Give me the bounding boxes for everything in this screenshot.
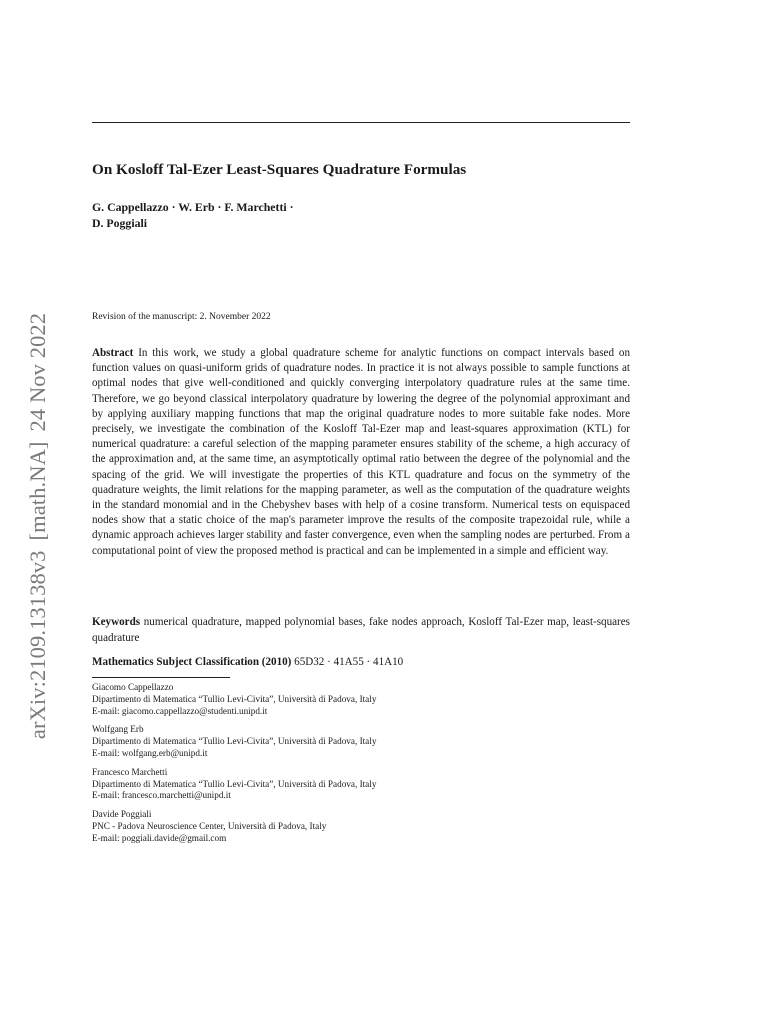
abstract-label: Abstract: [92, 347, 134, 359]
affiliation-block: [92, 724, 632, 759]
top-rule: [92, 122, 630, 123]
arxiv-category: [math.NA]: [24, 441, 50, 541]
abstract-text: In this work, we study a global quadrature scheme for analytic functions on compact intervals based on function values on quasi-uniform grids of quadrature nodes. In practice it is not always possible to sample functions at optimal nodes that give well-conditioned and quickly converging interpolatory quadrature rules at the same time. Therefore, we go beyond classical interpolatory quadrature by lowering the degree of the polynomial approximant and by applying auxiliary mapping functions that map the original quadrature nodes to more suitable fake nodes. More precisely, we investigate the combination of the Kosloff Tal-Ezer map and least-squares approximation (KTL) for numerical quadrature: a careful selection of the mapping parameter ensures stability of the scheme, a high accuracy of the approximation and, at the same time, an asymptotically optimal ratio between the degree of the polynomial and the spacing of the grid. We will investigate the properties of this KTL quadrature and focus on the symmetry of the quadrature weights, the limit relations for the mapping parameter, as well as the computation of the quadrature weights in the standard monomial and in the Chebyshev bases with help of a cosine transform. Numerical tests on equispaced nodes show that a static choice of the map's parameter improve the results of the composite trapezoidal rule, while a dynamic approach achieves larger stability and faster convergence, even when the sampling nodes are perturbed. From a computational point of view the proposed method is practical and can be implemented in a simple and efficient way.: [92, 347, 630, 557]
abstract: [92, 346, 630, 559]
affiliation-name: Giacomo Cappellazzo: [92, 682, 174, 692]
affiliation-email[interactable]: E-mail: poggiali.davide@gmail.com: [92, 832, 227, 843]
arxiv-date: 24 Nov 2022: [24, 312, 50, 432]
arxiv-identifier[interactable]: arXiv:2109.13138v3: [24, 550, 50, 740]
keywords-label: Keywords: [92, 616, 141, 628]
arxiv-stamp-text: [25, 313, 51, 739]
affiliation-dept: Dipartimento di Matematica “Tullio Levi-Civita”, Università di Padova, Italy: [92, 693, 377, 704]
affiliation-dept: Dipartimento di Matematica “Tullio Levi-Civita”, Università di Padova, Italy: [92, 778, 377, 789]
keywords-text: numerical quadrature, mapped polynomial bases, fake nodes approach, Kosloff Tal-Ezer map, least-squares quadrature: [92, 616, 630, 644]
affiliation-email[interactable]: E-mail: francesco.marchetti@unipd.it: [92, 790, 231, 801]
paper-title: On Kosloff Tal-Ezer Least-Squares Quadrature Formulas: [92, 161, 467, 178]
affiliation-block: [92, 767, 632, 802]
affiliations: [92, 682, 632, 852]
affiliation-block: [92, 809, 632, 844]
revision-note: Revision of the manuscript: 2. November 2022: [92, 312, 271, 322]
affiliation-dept: PNC - Padova Neuroscience Center, Università di Padova, Italy: [92, 820, 327, 831]
msc-classification: [92, 654, 630, 670]
affiliation-name: Davide Poggiali: [92, 809, 152, 820]
keywords: [92, 614, 630, 646]
msc-codes: 65D32 · 41A55 · 41A10: [294, 656, 404, 668]
authors-line-2: D. Poggiali: [92, 216, 148, 230]
footnote-rule: [92, 677, 230, 678]
affiliation-email[interactable]: E-mail: wolfgang.erb@unipd.it: [92, 747, 208, 758]
affiliation-name: Francesco Marchetti: [92, 766, 168, 777]
authors-line-1: G. Cappellazzo · W. Erb · F. Marchetti ·: [92, 200, 294, 214]
msc-label: Mathematics Subject Classification (2010): [92, 656, 292, 668]
affiliation-name: Wolfgang Erb: [92, 724, 144, 735]
author-list: [92, 199, 632, 231]
affiliation-email[interactable]: E-mail: giacomo.cappellazzo@studenti.unipd.it: [92, 705, 268, 716]
arxiv-side-stamp: [20, 295, 55, 757]
affiliation-block: [92, 682, 632, 717]
affiliation-dept: Dipartimento di Matematica “Tullio Levi-Civita”, Università di Padova, Italy: [92, 736, 377, 747]
